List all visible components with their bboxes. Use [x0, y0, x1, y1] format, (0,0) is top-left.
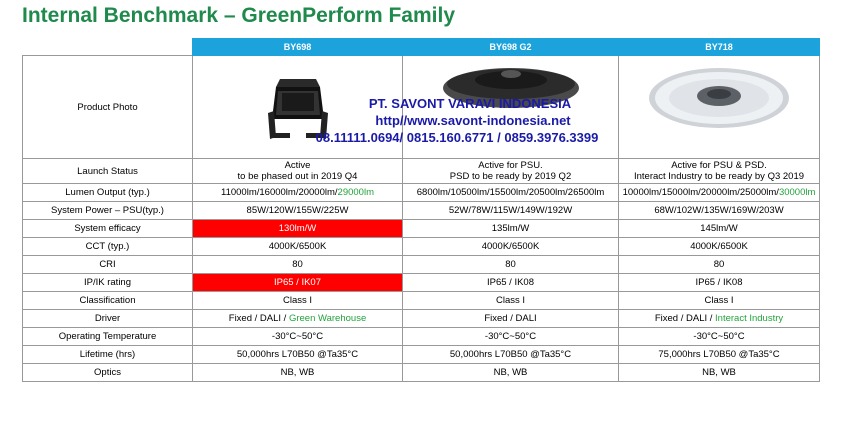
power-by698g2: 52W/78W/115W/149W/192W	[403, 202, 619, 220]
watermark	[315, 95, 620, 146]
optics-by698g2: NB, WB	[403, 364, 619, 382]
lumen-row	[23, 184, 820, 202]
row-label-power: System Power – PSU(typ.)	[23, 202, 193, 220]
launch-by718: Active for PSU & PSD. Interact Industry to be ready by Q3 2019	[619, 159, 820, 184]
temp-by698: -30°C~50°C	[193, 328, 403, 346]
ipik-row	[23, 274, 820, 292]
row-label-efficacy: System efficacy	[23, 220, 193, 238]
ipik-by698: IP65 / IK07	[193, 274, 403, 292]
page-title: Internal Benchmark – GreenPerform Family	[22, 4, 455, 27]
classification-row	[23, 292, 820, 310]
efficacy-by698g2: 135lm/W	[403, 220, 619, 238]
header-corner	[23, 39, 193, 56]
row-label-lifetime: Lifetime (hrs)	[23, 346, 193, 364]
cri-row	[23, 256, 820, 274]
photo-by718	[619, 56, 820, 159]
watermark-url: http//www.savont-indonesia.net	[375, 113, 571, 128]
driver-row	[23, 310, 820, 328]
row-label-cri: CRI	[23, 256, 193, 274]
classification-by718: Class I	[619, 292, 820, 310]
launch-by698g2: Active for PSU. PSD to be ready by 2019 Q2	[403, 159, 619, 184]
cri-by698g2: 80	[403, 256, 619, 274]
cri-by698: 80	[193, 256, 403, 274]
temp-by698g2: -30°C~50°C	[403, 328, 619, 346]
cct-row	[23, 238, 820, 256]
row-label-lumen: Lumen Output (typ.)	[23, 184, 193, 202]
cri-by718: 80	[619, 256, 820, 274]
power-by698: 85W/120W/155W/225W	[193, 202, 403, 220]
watermark-phones: 08.11111.0694/ 0815.160.6771 / 0859.3976.3399	[315, 130, 599, 145]
by718-product-image	[644, 62, 794, 138]
watermark-company: PT. SAVONT VARAVI INDONESIA	[368, 96, 572, 111]
classification-by698: Class I	[193, 292, 403, 310]
efficacy-by718: 145lm/W	[619, 220, 820, 238]
lumen-by698: 11000lm/16000lm/20000lm/29000lm	[193, 184, 403, 202]
lifetime-by698: 50,000hrs L70B50 @Ta35°C	[193, 346, 403, 364]
ipik-by718: IP65 / IK08	[619, 274, 820, 292]
driver-by698: Fixed / DALI / Green Warehouse	[193, 310, 403, 328]
ipik-by698g2: IP65 / IK08	[403, 274, 619, 292]
lumen-by698g2: 6800lm/10500lm/15500lm/20500lm/26500lm	[403, 184, 619, 202]
cct-by698g2: 4000K/6500K	[403, 238, 619, 256]
efficacy-row	[23, 220, 820, 238]
row-label-photo: Product Photo	[23, 56, 193, 159]
header-row	[23, 39, 820, 56]
row-label-temp: Operating Temperature	[23, 328, 193, 346]
power-row	[23, 202, 820, 220]
lifetime-by698g2: 50,000hrs L70B50 @Ta35°C	[403, 346, 619, 364]
temp-by718: -30°C~50°C	[619, 328, 820, 346]
optics-row	[23, 364, 820, 382]
optics-by718: NB, WB	[619, 364, 820, 382]
lumen-by718: 10000lm/15000lm/20000lm/25000lm/30000lm	[619, 184, 820, 202]
cct-by698: 4000K/6500K	[193, 238, 403, 256]
launch-row	[23, 159, 820, 184]
efficacy-by698: 130lm/W	[193, 220, 403, 238]
classification-by698g2: Class I	[403, 292, 619, 310]
row-label-optics: Optics	[23, 364, 193, 382]
row-label-classification: Classification	[23, 292, 193, 310]
cct-by718: 4000K/6500K	[619, 238, 820, 256]
row-label-launch: Launch Status	[23, 159, 193, 184]
optics-by698: NB, WB	[193, 364, 403, 382]
driver-by718: Fixed / DALI / Interact Industry	[619, 310, 820, 328]
header-by718: BY718	[619, 39, 820, 56]
launch-by698: Active to be phased out in 2019 Q4	[193, 159, 403, 184]
temp-row	[23, 328, 820, 346]
lifetime-row	[23, 346, 820, 364]
row-label-ipik: IP/IK rating	[23, 274, 193, 292]
header-by698: BY698	[193, 39, 403, 56]
row-label-cct: CCT (typ.)	[23, 238, 193, 256]
header-by698g2: BY698 G2	[403, 39, 619, 56]
driver-by698g2: Fixed / DALI	[403, 310, 619, 328]
benchmark-table	[22, 38, 820, 382]
power-by718: 68W/102W/135W/169W/203W	[619, 202, 820, 220]
row-label-driver: Driver	[23, 310, 193, 328]
lifetime-by718: 75,000hrs L70B50 @Ta35°C	[619, 346, 820, 364]
